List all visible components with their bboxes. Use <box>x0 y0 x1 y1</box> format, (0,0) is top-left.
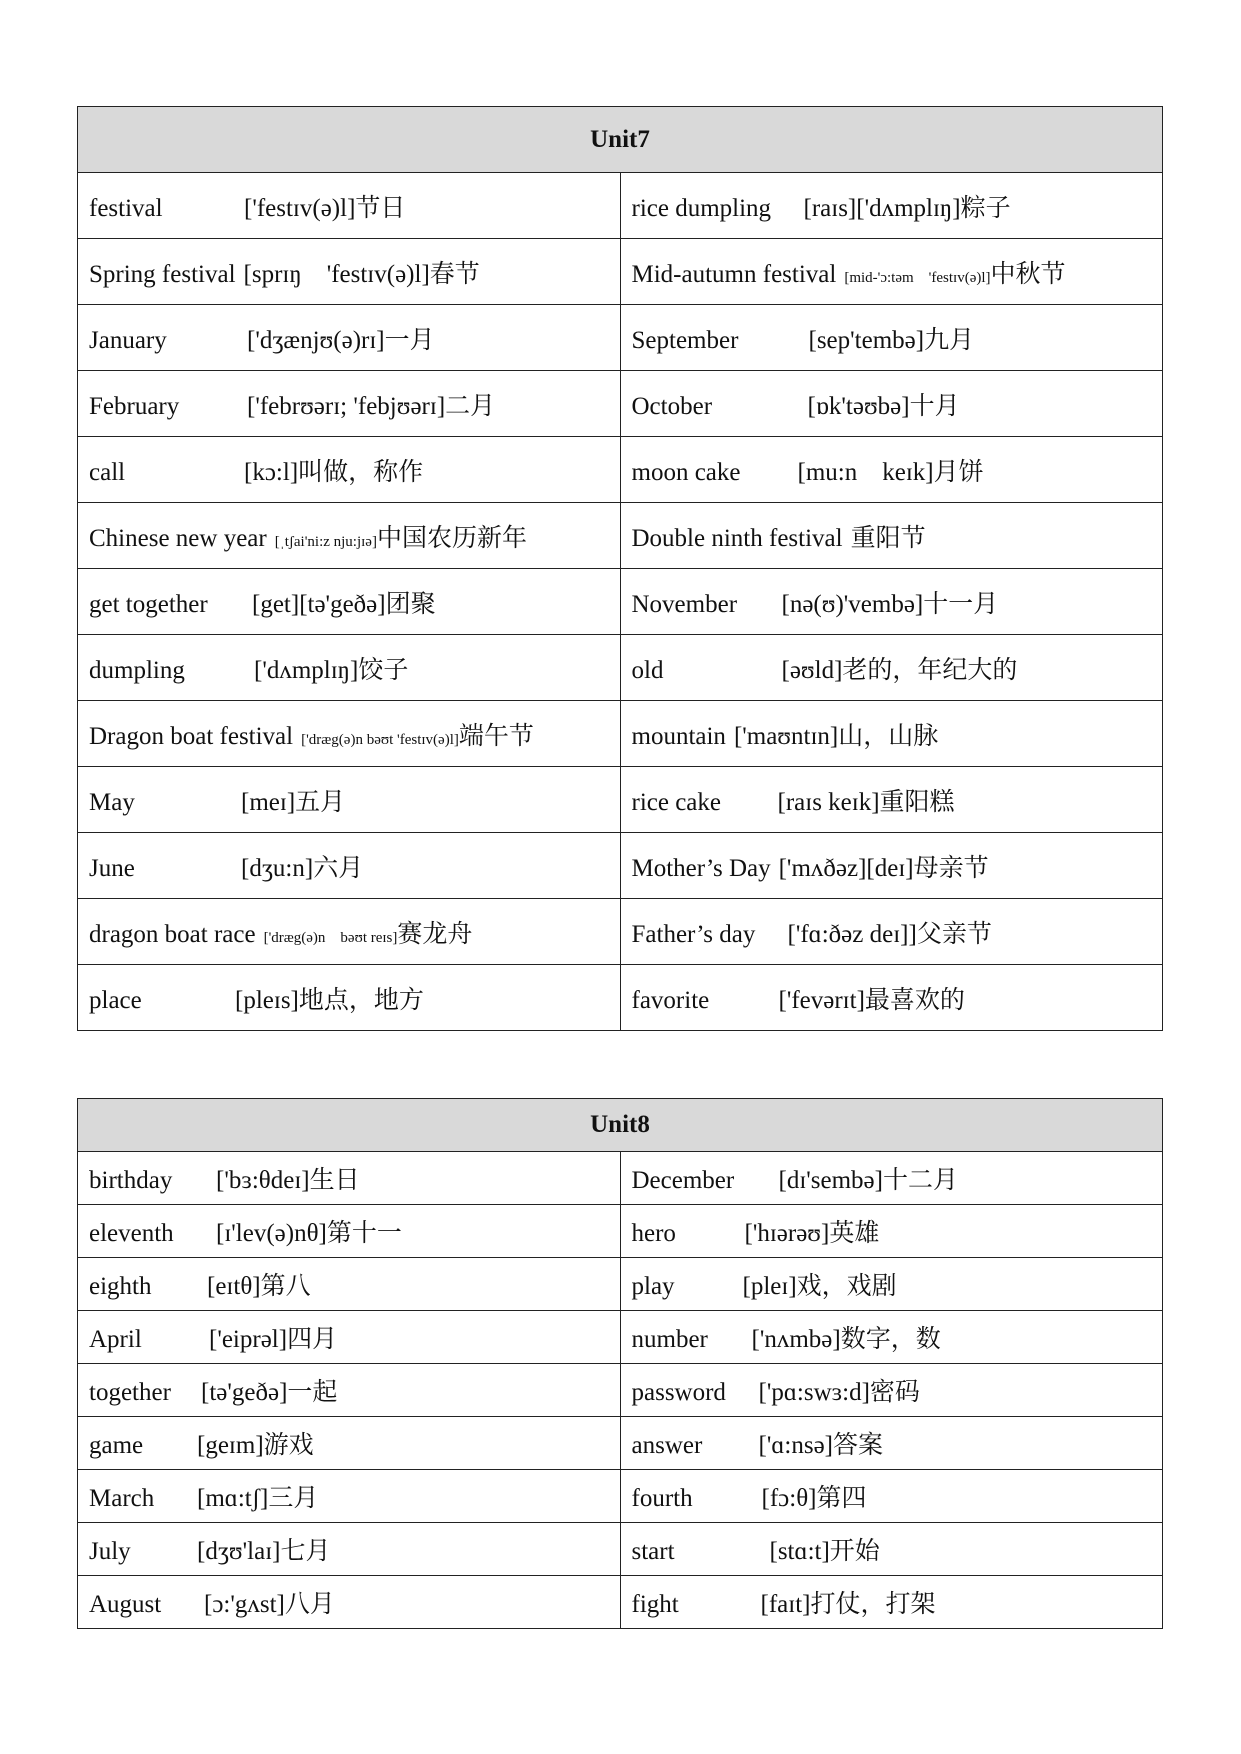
vocab-phonetic: [sprɪŋ 'festɪv(ə)l] <box>243 260 430 288</box>
vocab-phonetic: [ˌtʃai'ni:z nju:jɪə] <box>274 533 377 550</box>
vocab-phonetic: [get][tə'geðə] <box>252 590 386 618</box>
vocab-meaning: 密码 <box>869 1377 920 1406</box>
unit-title: Unit8 <box>78 1099 1163 1152</box>
vocab-word: moon cake <box>631 458 741 486</box>
vocab-phonetic: [nə(ʊ)'vembə] <box>781 590 924 618</box>
vocab-phonetic: [mid-'ɔ:təm 'festɪv(ə)l] <box>844 269 991 286</box>
vocab-cell <box>78 1311 621 1364</box>
vocab-phonetic: ['fɑ:ðəz deɪ]] <box>787 920 917 948</box>
vocab-word: Dragon boat festival <box>89 722 294 750</box>
unit7-vocab-table <box>77 106 1163 1031</box>
vocab-meaning: 答案 <box>833 1430 884 1459</box>
vocab-word: October <box>631 392 713 420</box>
vocab-meaning: 五月 <box>295 786 346 816</box>
vocab-phonetic: [raɪs keɪk] <box>777 788 880 816</box>
table-row <box>78 1152 1163 1205</box>
vocab-word: June <box>89 854 135 882</box>
vocab-meaning: 父亲节 <box>916 918 992 948</box>
table-row <box>78 833 1163 899</box>
vocab-cell <box>620 1152 1163 1205</box>
vocab-phonetic: [ɔ:'gʌst] <box>204 1591 285 1618</box>
unit8-vocab-table <box>77 1098 1163 1629</box>
vocab-cell <box>78 305 621 371</box>
table-row <box>78 965 1163 1031</box>
vocab-word: game <box>89 1432 144 1459</box>
vocab-meaning: 中秋节 <box>990 258 1066 288</box>
table-row <box>78 1523 1163 1576</box>
vocab-meaning: 叫做，称作 <box>298 456 424 486</box>
vocab-cell <box>78 503 621 569</box>
vocab-cell <box>78 239 621 305</box>
table-row <box>78 1258 1163 1311</box>
vocab-phonetic: [dɪ'sembə] <box>778 1167 883 1194</box>
vocab-word: festival <box>89 194 163 222</box>
vocab-phonetic: ['maʊntɪn] <box>733 722 839 750</box>
vocab-meaning: 粽子 <box>960 192 1011 222</box>
vocab-phonetic: ['festɪv(ə)l] <box>244 194 356 222</box>
vocab-meaning: 生日 <box>309 1165 360 1194</box>
vocab-word: January <box>89 326 167 354</box>
table-row <box>78 1470 1163 1523</box>
vocab-cell <box>78 1258 621 1311</box>
vocab-cell <box>78 965 621 1031</box>
vocab-phonetic: ['ɑ:nsə] <box>758 1432 833 1459</box>
vocab-meaning: 第十一 <box>326 1218 402 1247</box>
table-row <box>78 503 1163 569</box>
vocab-meaning: 一月 <box>384 324 435 354</box>
vocab-cell <box>620 1364 1163 1417</box>
vocab-meaning: 最喜欢的 <box>864 984 965 1014</box>
vocab-cell <box>620 635 1163 701</box>
vocab-cell <box>620 833 1163 899</box>
vocab-phonetic: [geɪm] <box>197 1432 264 1459</box>
vocab-meaning: 开始 <box>829 1536 880 1565</box>
vocab-meaning: 端午节 <box>458 720 534 750</box>
vocab-cell <box>78 371 621 437</box>
vocab-phonetic: ['nʌmbə] <box>751 1326 841 1353</box>
vocab-word: Chinese new year <box>89 524 267 552</box>
vocab-cell <box>620 1470 1163 1523</box>
vocab-word: together <box>89 1379 171 1406</box>
vocab-phonetic: [ɪ'lev(ə)nθ] <box>216 1220 327 1247</box>
vocab-meaning: 老的，年纪大的 <box>842 654 1018 684</box>
vocab-word: start <box>631 1538 675 1565</box>
vocab-meaning: 三月 <box>268 1483 319 1512</box>
vocab-phonetic: ['febrʊərɪ; 'febjʊərɪ] <box>247 392 446 420</box>
vocab-meaning: 英雄 <box>829 1218 880 1247</box>
vocab-phonetic: [tə'geðə] <box>201 1379 288 1406</box>
vocab-cell <box>620 371 1163 437</box>
vocab-phonetic: ['pɑ:swɜ:d] <box>758 1379 870 1406</box>
vocab-word: Father’s day <box>631 920 756 948</box>
vocab-word: play <box>631 1273 675 1300</box>
vocab-phonetic: ['bɜ:θdeɪ] <box>216 1167 310 1194</box>
vocab-word: old <box>631 656 664 684</box>
vocab-phonetic: ['dʌmplɪŋ] <box>254 656 359 684</box>
vocab-cell <box>78 899 621 965</box>
vocab-phonetic: ['dræg(ə)n bəʊt reɪs] <box>263 929 398 946</box>
vocab-meaning: 十二月 <box>882 1165 958 1194</box>
vocab-cell <box>78 701 621 767</box>
vocab-word: number <box>631 1326 708 1353</box>
vocab-cell <box>620 1205 1163 1258</box>
vocab-phonetic: ['eiprəl] <box>209 1326 288 1353</box>
vocab-cell <box>78 767 621 833</box>
vocab-phonetic: ['hɪərəʊ] <box>744 1220 830 1247</box>
vocab-meaning: 母亲节 <box>913 852 989 882</box>
vocab-cell <box>78 173 621 239</box>
vocab-cell <box>78 1205 621 1258</box>
vocab-meaning: 第四 <box>816 1483 867 1512</box>
table-row <box>78 1417 1163 1470</box>
vocab-meaning: 戏，戏剧 <box>796 1271 897 1300</box>
vocab-phonetic: ['dræg(ə)n bəʊt 'festɪv(ə)l] <box>301 731 459 748</box>
vocab-meaning: 十月 <box>909 390 960 420</box>
vocab-meaning: 第八 <box>260 1271 311 1300</box>
table-row <box>78 371 1163 437</box>
vocab-cell <box>78 635 621 701</box>
vocab-meaning: 节日 <box>355 192 406 222</box>
vocab-phonetic: [dʒʊ'laɪ] <box>197 1538 281 1565</box>
vocab-cell <box>78 569 621 635</box>
vocab-word: rice dumpling <box>631 194 772 222</box>
vocab-word: March <box>89 1485 155 1512</box>
vocab-cell <box>620 899 1163 965</box>
vocab-meaning: 团聚 <box>385 588 436 618</box>
table-row <box>78 1576 1163 1629</box>
vocab-phonetic: [sep'tembə] <box>808 326 925 354</box>
vocab-meaning: 饺子 <box>358 654 409 684</box>
vocab-word: call <box>89 458 126 486</box>
vocab-word: July <box>89 1538 131 1565</box>
vocab-cell <box>620 965 1163 1031</box>
vocab-phonetic: [faɪt] <box>760 1591 811 1618</box>
vocab-word: eleventh <box>89 1220 174 1247</box>
vocab-meaning: 赛龙舟 <box>397 918 473 948</box>
table-row <box>78 701 1163 767</box>
vocab-meaning: 八月 <box>284 1589 335 1618</box>
vocab-meaning: 九月 <box>924 324 975 354</box>
vocab-phonetic: [mu:n keɪk] <box>797 458 934 486</box>
vocab-word: May <box>89 788 135 816</box>
vocab-meaning: 一起 <box>287 1377 338 1406</box>
vocab-phonetic: [mɑ:tʃ] <box>197 1485 269 1512</box>
vocab-meaning: 打仗，打架 <box>810 1589 936 1618</box>
vocab-cell <box>620 239 1163 305</box>
vocab-meaning: 山，山脉 <box>838 720 939 750</box>
vocab-cell <box>78 437 621 503</box>
vocab-word: Mid-autumn festival <box>631 260 837 288</box>
unit-header-row <box>78 1099 1163 1152</box>
table-row <box>78 635 1163 701</box>
vocab-cell <box>78 1364 621 1417</box>
table-row <box>78 767 1163 833</box>
vocab-phonetic: [kɔ:l] <box>244 458 299 486</box>
vocab-cell <box>78 1152 621 1205</box>
vocab-word: fourth <box>631 1485 693 1512</box>
vocab-phonetic: [ɒk'təʊbə] <box>807 392 910 420</box>
vocab-phonetic: ['mʌðəz][deɪ] <box>778 854 914 882</box>
vocab-phonetic: ['fevərɪt] <box>778 986 865 1014</box>
vocab-word: Double ninth festival <box>631 524 843 552</box>
vocab-word: Mother’s Day <box>631 854 771 882</box>
vocab-meaning: 重阳节 <box>850 522 926 552</box>
vocab-word: November <box>631 590 738 618</box>
table-row <box>78 173 1163 239</box>
vocab-meaning: 七月 <box>280 1536 331 1565</box>
vocab-meaning: 月饼 <box>933 456 984 486</box>
vocab-word: place <box>89 986 142 1014</box>
vocab-phonetic: [pleɪ] <box>742 1273 797 1300</box>
vocab-phonetic: [stɑ:t] <box>769 1538 830 1565</box>
vocab-word: favorite <box>631 986 710 1014</box>
vocab-meaning: 数字，数 <box>840 1324 941 1353</box>
vocab-cell <box>620 1523 1163 1576</box>
table-row <box>78 1311 1163 1364</box>
vocab-word: password <box>631 1379 726 1406</box>
vocab-meaning: 中国农历新年 <box>376 522 527 552</box>
vocab-phonetic: [fɔ:θ] <box>761 1485 817 1512</box>
vocab-cell <box>620 503 1163 569</box>
vocab-word: birthday <box>89 1167 173 1194</box>
vocab-word: August <box>89 1591 162 1618</box>
vocab-word: mountain <box>631 722 726 750</box>
vocab-word: February <box>89 392 180 420</box>
vocab-word: December <box>631 1167 735 1194</box>
table-row <box>78 239 1163 305</box>
vocab-cell <box>78 1417 621 1470</box>
table-row <box>78 899 1163 965</box>
vocab-cell <box>78 1470 621 1523</box>
vocab-cell <box>620 1576 1163 1629</box>
vocab-cell <box>78 833 621 899</box>
vocab-meaning: 六月 <box>313 852 364 882</box>
unit-header-row <box>78 107 1163 173</box>
vocab-cell <box>620 569 1163 635</box>
vocab-word: eighth <box>89 1273 152 1300</box>
vocab-meaning: 四月 <box>287 1324 338 1353</box>
table-row <box>78 305 1163 371</box>
vocab-phonetic: ['dʒænjʊ(ə)rɪ] <box>247 326 385 354</box>
vocab-cell <box>620 437 1163 503</box>
vocab-cell <box>620 1417 1163 1470</box>
vocab-word: rice cake <box>631 788 722 816</box>
vocab-word: Spring festival <box>89 260 236 288</box>
vocab-cell <box>620 701 1163 767</box>
vocab-word: hero <box>631 1220 676 1247</box>
table-row <box>78 569 1163 635</box>
vocab-word: answer <box>631 1432 703 1459</box>
vocab-meaning: 春节 <box>429 258 480 288</box>
vocab-meaning: 地点，地方 <box>298 984 424 1014</box>
table-row <box>78 1364 1163 1417</box>
vocab-phonetic: [raɪs]['dʌmplɪŋ] <box>803 194 961 222</box>
vocab-meaning: 十一月 <box>923 588 999 618</box>
vocab-word: get together <box>89 590 208 618</box>
vocab-cell <box>620 767 1163 833</box>
vocab-cell <box>620 1258 1163 1311</box>
vocab-phonetic: [dʒu:n] <box>241 854 314 882</box>
vocab-meaning: 重阳糕 <box>879 786 955 816</box>
vocab-phonetic: [əʊld] <box>781 656 843 684</box>
vocab-word: dragon boat race <box>89 920 256 948</box>
vocab-cell <box>620 305 1163 371</box>
vocab-word: April <box>89 1326 142 1353</box>
vocab-word: fight <box>631 1591 679 1618</box>
vocab-meaning: 二月 <box>445 390 496 420</box>
vocab-cell <box>78 1576 621 1629</box>
unit-title: Unit7 <box>78 107 1163 173</box>
vocab-word: dumpling <box>89 656 185 684</box>
table-row <box>78 1205 1163 1258</box>
table-row <box>78 437 1163 503</box>
vocab-cell <box>620 1311 1163 1364</box>
vocab-cell <box>78 1523 621 1576</box>
vocab-phonetic: [pleɪs] <box>235 986 299 1014</box>
vocab-phonetic: [meɪ] <box>241 788 296 816</box>
vocab-meaning: 游戏 <box>263 1430 314 1459</box>
vocab-word: September <box>631 326 739 354</box>
vocab-phonetic: [eɪtθ] <box>207 1273 261 1300</box>
vocab-cell <box>620 173 1163 239</box>
